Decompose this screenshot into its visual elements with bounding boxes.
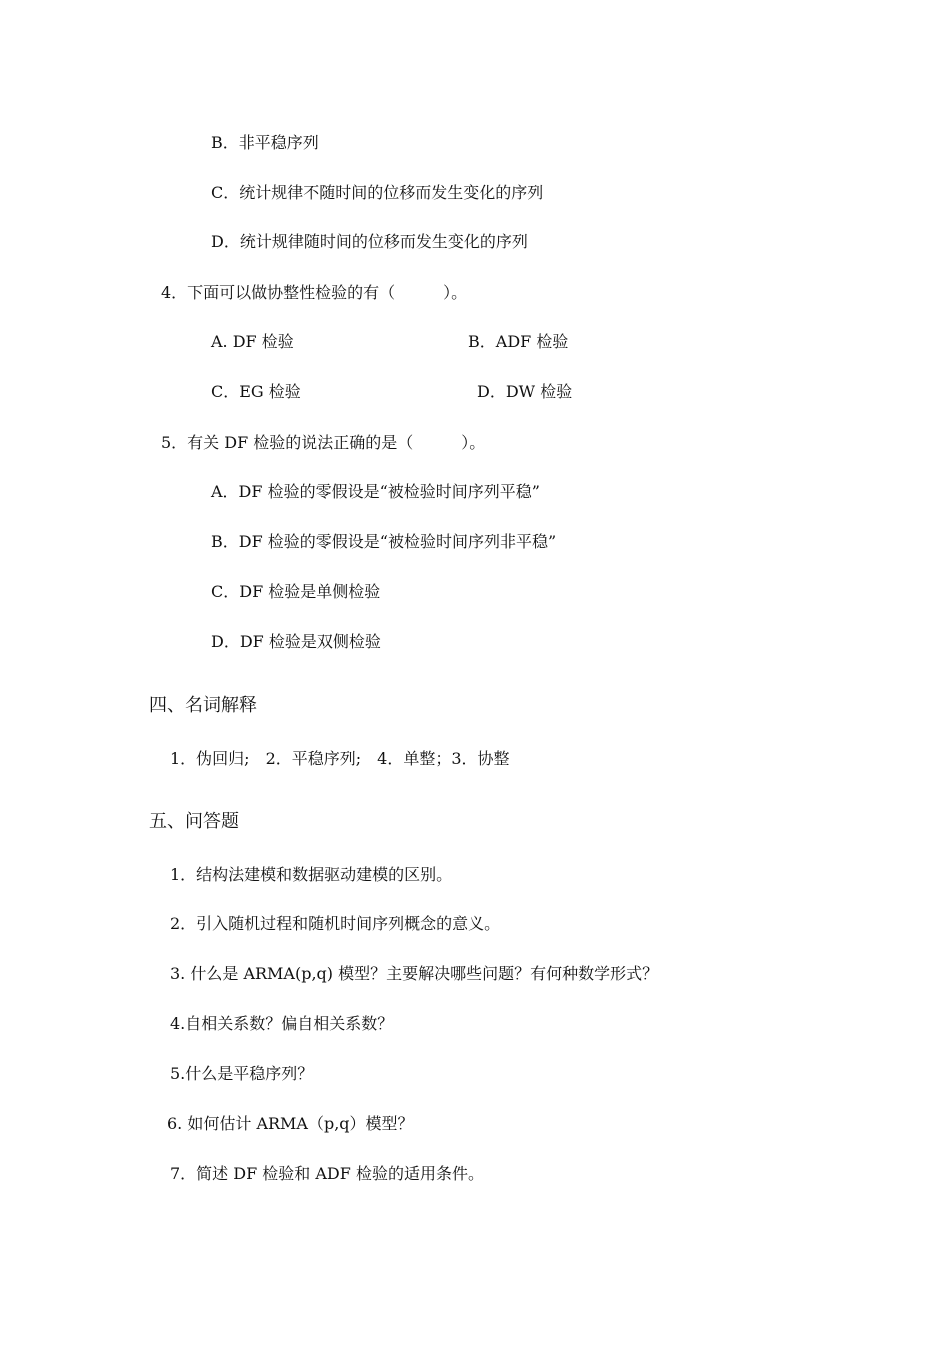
section5-item-2: 2．引入随机过程和随机时间序列概念的意义。 [170, 914, 501, 933]
section5-item-5: 5.什么是平稳序列？ [170, 1064, 314, 1083]
section4-title: 四、名词解释 [149, 695, 257, 716]
q4-option-c: C．EG 检验 [211, 382, 301, 401]
q5-stem: 5．有关 DF 检验的说法正确的是（ ）。 [161, 433, 486, 452]
q3-option-b: B．非平稳序列 [211, 133, 319, 152]
section5-item-6: 6. 如何估计 ARMA（p,q）模型？ [167, 1114, 414, 1133]
section4-terms: 1．伪回归; 2．平稳序列; 4．单整；3．协整 [170, 749, 510, 768]
q4-option-d: D．DW 检验 [477, 382, 573, 401]
section5-item-7: 7．简述 DF 检验和 ADF 检验的适用条件。 [170, 1164, 484, 1183]
q4-stem: 4．下面可以做协整性检验的有（ ）。 [161, 283, 468, 302]
section5-item-1: 1．结构法建模和数据驱动建模的区别。 [170, 865, 453, 884]
q3-option-c: C．统计规律不随时间的位移而发生变化的序列 [211, 183, 544, 202]
q5-option-a: A．DF 检验的零假设是“被检验时间序列平稳” [211, 482, 540, 501]
q5-option-c: C．DF 检验是单侧检验 [211, 582, 381, 601]
q5-option-d: D．DF 检验是双侧检验 [211, 632, 381, 651]
section5-item-4: 4.自相关系数？偏自相关系数？ [170, 1014, 394, 1033]
section5-title: 五、问答题 [149, 811, 239, 832]
q5-option-b: B．DF 检验的零假设是“被检验时间序列非平稳” [211, 532, 557, 551]
q3-option-d: D．统计规律随时间的位移而发生变化的序列 [211, 232, 528, 251]
q4-option-a: A. DF 检验 [211, 332, 294, 351]
q4-option-b: B．ADF 检验 [468, 332, 569, 351]
section5-item-3: 3. 什么是 ARMA(p,q) 模型？主要解决哪些问题？有何种数学形式？ [170, 964, 659, 983]
